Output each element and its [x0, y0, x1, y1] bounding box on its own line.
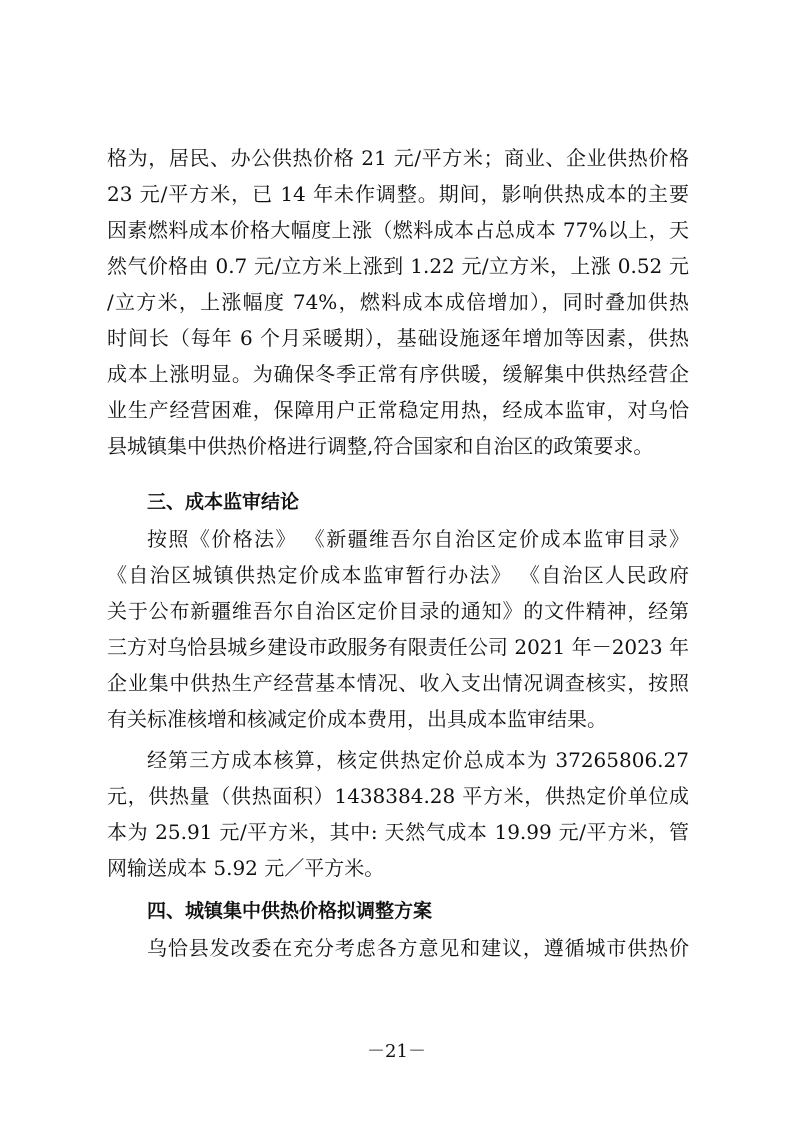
- text-line: 企业集中供热生产经营基本情况、收入支出情况调查核实，按照: [107, 671, 689, 695]
- text-line: 按照《价格法》 《新疆维吾尔自治区定价成本监审目录》: [147, 527, 689, 551]
- paragraph-cost-result: [107, 742, 689, 886]
- text-line: 乌恰县发改委在充分考虑各方意见和建议，遵循城市供热价: [147, 936, 689, 960]
- text-line: 网输送成本 5.92 元／平方米。: [107, 856, 385, 880]
- section-heading: 四、城镇集中供热价格拟调整方案: [147, 900, 433, 922]
- text-line: 《自治区城镇供热定价成本监审暂行办法》 《自治区人民政府: [107, 563, 689, 587]
- text-line: /立方米，上涨幅度 74%，燃料成本成倍增加），同时叠加供热: [107, 290, 689, 314]
- text-line: 元，供热量（供热面积）1438384.28 平方米，供热定价单位成: [107, 784, 689, 808]
- text-line: 时间长（每年 6 个月采暖期），基础设施逐年增加等因素，供热: [107, 326, 689, 350]
- paragraph-adjustment-intro: [107, 930, 689, 966]
- text-line: 然气价格由 0.7 元/立方米上涨到 1.22 元/立方米，上涨 0.52 元: [107, 254, 689, 278]
- text-line: 业生产经营困难，保障用户正常稳定用热，经成本监审，对乌恰: [107, 398, 689, 422]
- text-line: 三方对乌恰县城乡建设市政服务有限责任公司 2021 年－2023 年: [107, 635, 689, 659]
- page-number: －21－: [367, 1041, 426, 1062]
- text-line: 成本上涨明显。为确保冬季正常有序供暖，缓解集中供热经营企: [107, 362, 689, 386]
- paragraph-price-background: [107, 140, 689, 464]
- text-line: 县城镇集中供热价格进行调整,符合国家和自治区的政策要求。: [107, 434, 654, 458]
- text-line: 23 元/平方米，已 14 年未作调整。期间，影响供热成本的主要: [107, 182, 689, 206]
- text-line: 经第三方成本核算，核定供热定价总成本为 37265806.27: [147, 748, 689, 772]
- text-line: 关于公布新疆维吾尔自治区定价目录的通知》的文件精神，经第: [107, 599, 689, 623]
- section-heading: 三、成本监审结论: [147, 491, 300, 513]
- paragraph-audit-basis: [107, 521, 689, 737]
- section-heading-adjustment-plan: [107, 893, 689, 929]
- text-line: 本为 25.91 元/平方米，其中: 天然气成本 19.99 元/平方米，管: [107, 820, 689, 844]
- text-line: 格为，居民、办公供热价格 21 元/平方米；商业、企业供热价格: [107, 146, 689, 170]
- section-heading-cost-audit: [107, 484, 689, 520]
- text-line: 有关标准核增和核减定价成本费用，出具成本监审结果。: [107, 707, 607, 731]
- text-line: 因素燃料成本价格大幅度上涨（燃料成本占总成本 77%以上，天: [107, 218, 689, 242]
